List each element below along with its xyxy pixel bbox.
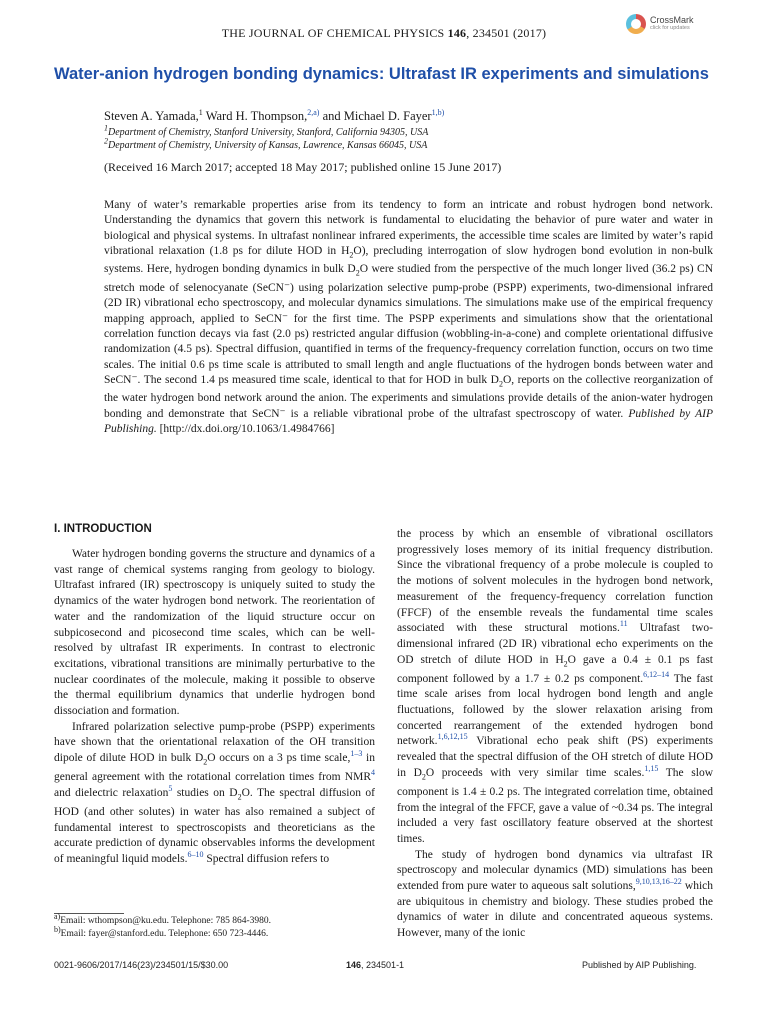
citation-link[interactable]: 1,15: [644, 764, 659, 774]
crossmark-label: CrossMark: [650, 15, 694, 25]
subscript: 2: [237, 792, 242, 802]
journal-header: THE JOURNAL OF CHEMICAL PHYSICS 146, 234501 (2017): [221, 26, 547, 40]
text: O proceeds with very similar time scales.: [425, 766, 645, 779]
author-3-affil-link[interactable]: 1,b): [431, 107, 445, 117]
footer-page-number: , 234501-1: [361, 960, 405, 970]
intro-paragraph-2: [54, 720, 375, 868]
footnote-b-text: Email: fayer@stanford.edu. Telephone: 650 723-4446.: [60, 929, 269, 939]
abstract-text-3: O were studied from the perspective of the much longer lived (36.2 ps) CN stretch mode of selenocyanate (SeCN⁻) using polarization selective pump-probe (PSPP) experiments, two-dimensional infrared (2D IR) vibrational echo spectroscopy, and molecular dynamics simulations. The simulations make use of the empirical frequency mapping approach, applied to SeCN⁻ for the first time. The PSPP experiments and simulations show that the orientational correlation function decays via fast (2.0 ps) restricted angular diffusion (wobbling-in-a-cone) and complete orientational diffusive randomization (4.5 ps). Spectral diffusion, quantified in terms of the frequency-frequency correlation function, occurs on two time scales. The initial 0.6 ps time scale is attributed to small length and angle fluctuations of the hydrogen bonds between water and SeCN⁻. The second 1.4 ps measured time scale, identical to that for HOD in bulk D: [104, 263, 714, 386]
intro-paragraph-1: Water hydrogen bonding governs the structure and dynamics of a vast range of chemical systems ranging from geology to biology. Ultrafast infrared (IR) spectroscopy is uniquely suited to study the dynamics of the water hydrogen bond network. The reorientation of water and the randomization of the liquid structure occur on subpicosecond and picosecond time scales, which can be well-resolved by ultrafast IR experiments. In contrast to electronic excitations, vibrational transitions are minimally perturbative to the nuclear coordinates of the molecule, making it possible to observe the thermal equilibrium dynamics that underlie hydrogen bond dissociation and formation.: [54, 548, 375, 718]
text: O occurs on a 3 ps time scale,: [207, 752, 351, 765]
text: which are ubiquitous in chemistry and biology. These studies probed the dynamics of water in dilute and concentrated aqueous systems. However, many of the ionic: [397, 880, 714, 940]
affiliation-1-text: Department of Chemistry, Stanford University, Stanford, California 94305, USA: [108, 127, 429, 138]
footnote-a-mark: a): [54, 911, 61, 921]
footnote-b: [54, 924, 269, 939]
author-2-affil-link[interactable]: 2,a): [307, 107, 320, 117]
article-number: 234501 (2017): [472, 26, 547, 40]
received-dates: (Received 16 March 2017; accepted 18 May 2017; published online 15 June 2017): [104, 160, 502, 174]
doi-link[interactable]: [http://dx.doi.org/10.1063/1.4984766]: [159, 423, 335, 436]
abstract-text-2: O), precluding interrogation of slow hydrogen bond evolution in non-bulk systems. Here, hydrogen bonding dynamics in bulk D: [104, 244, 714, 276]
footer-publisher: Published by AIP Publishing.: [582, 960, 697, 970]
published-by: Published by AIP Publishing.: [104, 407, 713, 436]
subscript: 2: [349, 250, 354, 260]
text: O gave a 0.4 ± 0.1 ps fast component followed by a 1.7 ± 0.2 ps component.: [397, 653, 713, 685]
abstract: [104, 198, 713, 437]
author-2-affil[interactable]: [307, 108, 319, 117]
abstract-text-4: O, reports on the collective reorganization of the water hydrogen bond network around the anion. The experiments and simulations provide details of the anion-water hydrogen bonding and demonstrate that SeCN⁻ is a reliable vibrational probe of the ultrafast spectroscopy of water.: [104, 373, 713, 420]
right-column: [397, 527, 713, 942]
author-list: [104, 109, 444, 124]
author-1-affil: 1: [198, 107, 203, 117]
subscript: 2: [355, 268, 360, 278]
right-paragraph-1: [397, 527, 713, 848]
text: the process by which an ensemble of vibrational oscillators progressively loses memory of its initial frequency distribution. Since the vibrational frequency of a probe molecule is coupled to the motions of solvent molecules in the hydrogen bond network, measurement of the frequency-frequency correlation function (FFCF) of the ensemble reveals the fundamental time scales associated with these structural motions.: [397, 528, 713, 635]
affiliation-1-num: 1: [104, 123, 108, 133]
footnote-a-text: Email: wthompson@ku.edu. Telephone: 785 864-3980.: [60, 916, 272, 926]
crossmark-icon: [626, 14, 646, 34]
text: O. The spectral diffusion of HOD (and other solutes) in water has also remained a subject of fundamental interest to spectroscopists and theoreticians as the accurate prediction of dynamic observables informs the development of meaningful liquid models.: [54, 786, 376, 865]
abstract-text-1: Many of water’s remarkable properties arise from its tendency to form an intricate and robust hydrogen bond network. Understanding the dynamics that govern this network is fundamental to elucidating the behavior of pure water and water in biological and physical systems. In ultrafast nonlinear infrared experiments, the accessible time scales are limited by water’s rapid vibrational relaxation (1.8 ps for dilute HOD in H: [104, 199, 713, 257]
text: and dielectric relaxation: [54, 786, 169, 799]
subscript: 2: [203, 757, 208, 767]
subscript: 2: [563, 658, 568, 668]
subscript: 2: [421, 772, 426, 782]
text: studies on D: [172, 786, 238, 799]
author-3: and Michael D. Fayer: [322, 109, 432, 123]
author-3-affil[interactable]: [432, 108, 445, 117]
right-paragraph-2: [397, 848, 713, 942]
text: The fast time scale arises from local hydrogen bond length and angle fluctuations, followed by the slower relaxation arising from concerted rearrangement of the extended hydrogen bond network.: [397, 672, 714, 748]
footnote-a: [54, 911, 272, 926]
citation-link[interactable]: 9,10,13,16–22: [635, 877, 682, 887]
text: Vibrational echo peak shift (PS) experiments revealed that the spectral diffusion of the OH stretch of dilute HOD in D: [397, 735, 713, 779]
article-title: Water-anion hydrogen bonding dynamics: Ultrafast IR experiments and simulations: [54, 65, 709, 83]
journal-volume: 146: [447, 26, 467, 40]
citation-link[interactable]: 11: [619, 619, 628, 629]
author-2: Ward H. Thompson,: [205, 109, 308, 123]
subscript: 2: [498, 379, 503, 389]
left-column: [54, 547, 375, 868]
affiliation-1: [104, 123, 429, 138]
affiliation-2-num: 2: [104, 136, 108, 146]
footer-issn: 0021-9606/2017/146(23)/234501/15/$30.00: [54, 960, 229, 970]
text: Infrared polarization selective pump-probe (PSPP) experiments have shown that the orientational relaxation of the OH transition dipole of dilute HOD in bulk D: [54, 720, 375, 765]
section-heading: I. INTRODUCTION: [54, 523, 152, 535]
text: The study of hydrogen bond dynamics via ultrafast IR spectroscopy and molecular dynamics (MD) simulations has been extended from pure water to aqueous salt solutions,: [397, 848, 713, 893]
text: The slow component is 1.4 ± 0.2 ps. The integrated correlation time, obtained from the integral of the FFCF, gave a value of ~0.34 ps. The integral included a very fast oscillatory feature observed at the shortest times.: [397, 766, 713, 845]
citation-link[interactable]: 1,6,12,15: [437, 732, 468, 742]
citation-link[interactable]: 6–10: [187, 850, 204, 860]
crossmark-badge[interactable]: [626, 14, 716, 36]
citation-link[interactable]: 6,12–14: [643, 669, 670, 679]
journal-name: THE JOURNAL OF CHEMICAL PHYSICS: [221, 26, 445, 40]
author-1: Steven A. Yamada,: [104, 109, 199, 123]
text: in general agreement with the rotational correlation times from NMR: [54, 752, 375, 784]
affiliation-2: [104, 136, 428, 151]
citation-link[interactable]: 5: [168, 784, 173, 794]
text: Spectral diffusion refers to: [203, 852, 330, 865]
footer-page: [346, 960, 404, 970]
text: Ultrafast two-dimensional infrared (2D IR) vibrational echo experiments on the OD stretch of dilute HOD in H: [397, 622, 713, 666]
citation-link[interactable]: 1–3: [350, 749, 363, 759]
affiliation-2-text: Department of Chemistry, University of Kansas, Lawrence, Kansas 66045, USA: [108, 140, 428, 151]
footnote-divider: [54, 913, 124, 914]
crossmark-sublabel: click for updates: [650, 25, 690, 31]
footnote-b-mark: b): [54, 924, 61, 934]
citation-link[interactable]: 4: [371, 768, 375, 778]
footer-volume: 146: [346, 960, 362, 970]
